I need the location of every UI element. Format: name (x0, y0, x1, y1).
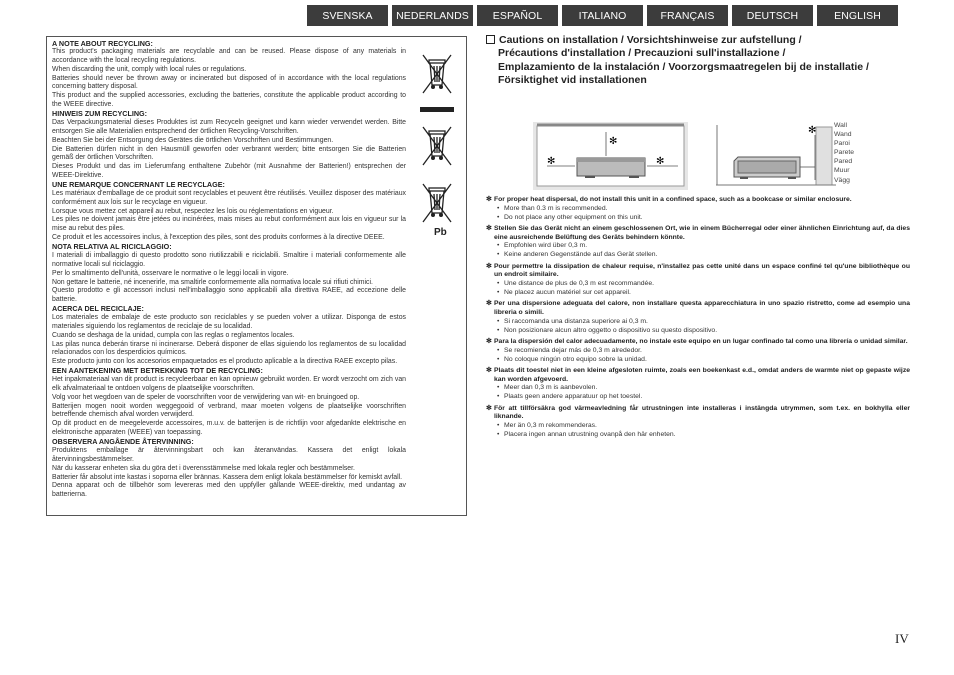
recycling-paragraph: Questo prodotto e gli accessori inclusi nell'imballaggio sono applicabili alla direttiva RAEE, ad eccezione delle batterie. (52, 287, 406, 304)
caution-note (486, 196, 910, 222)
caution-bullet: • Placera ingen annan utrustning ovanpå den här enheten. (486, 431, 910, 440)
recycling-heading: NOTA RELATIVA AL RICICLAGGIO: (52, 242, 172, 252)
caution-note-text: Stellen Sie das Gerät nicht an einem geschlossenen Ort, wie in einem Bücherregal oder einer ähnlichen Einrichtung auf, da dies eine ausreichende Belüftung des Geräts behindern könnte. (494, 224, 910, 241)
recycling-paragraph: Les matériaux d'emballage de ce produit sont recyclables et peuvent être réutilisés. Veuillez disposer des matériaux conformément aux lois sur le recyclage en vigueur. (52, 190, 406, 206)
asterisk-icon: ✻ (486, 404, 492, 412)
recycling-paragraph: Produktens emballage är återvinningsbart och kan återanvändas. Kassera det enligt lokala återvinningsbestämmelser. (52, 447, 406, 463)
asterisk-icon: ✻ (486, 196, 492, 203)
caution-bullet: • Empfohlen wird über 0,3 m. (486, 242, 910, 251)
asterisk-icon: ✻ (486, 262, 492, 270)
recycling-notice-box (46, 36, 467, 516)
recycling-paragraph: Per lo smaltimento dell'unità, osservare le normative o le leggi locali in vigore. (52, 269, 289, 277)
recycling-paragraph: Batterijen mogen nooit worden weggegooid of verbrand, maar moeten volgens de plaatselijke voorschriften betreffende chemisch afval worden verwijderd. (52, 402, 406, 419)
caution-note-heading (486, 263, 910, 281)
wall-clearance-diagram (716, 125, 836, 187)
recycling-paragraph: Op dit product en de meegeleverde accessoires, m.u.v. de batterijen is de richtlijn voor afgedankte elektrische en elektronische apparaten (WEEE) van toepassing. (52, 420, 406, 437)
caution-note-heading (486, 367, 910, 385)
weee-symbols (420, 51, 456, 238)
clearance-star-top: ✻ (609, 136, 618, 147)
clearance-star-left: ✻ (547, 156, 556, 167)
tab-nederlands[interactable]: NEDERLANDS (392, 5, 473, 26)
caution-bullet: • Do not place any other equipment on this unit. (486, 214, 910, 223)
caution-note-heading (486, 300, 910, 318)
clearance-star-right: ✻ (656, 156, 665, 167)
caution-note-heading (486, 196, 910, 205)
wall-label: Wand (834, 131, 852, 139)
tab-espanol[interactable]: ESPAÑOL (477, 5, 558, 26)
tab-italiano[interactable]: ITALIANO (562, 5, 643, 26)
recycling-paragraph: Die Batterien dürfen nicht in den Hausmüll geworfen oder verbrannt werden; bitte entsorgen Sie die Batterien gemäß der örtlichen Vorschriften. (52, 145, 406, 162)
crossed-bin-icon (420, 182, 454, 226)
asterisk-icon: ✻ (486, 224, 492, 232)
recycling-heading: ACERCA DEL RECICLAJE: (52, 304, 144, 314)
language-tabs (307, 5, 898, 26)
wall-label: Vägg (834, 176, 850, 184)
caution-bullet: • More than 0.3 m is recommended. (486, 205, 910, 214)
recycling-paragraph: Beachten Sie bei der Entsorgung des Gerätes die örtlichen Vorschriften und Bestimmungen. (52, 136, 334, 144)
caution-bullet: • Si raccomanda una distanza superiore ai 0,3 m. (486, 318, 910, 327)
recycling-paragraph: Ce produit et les accessoires inclus, à l'exception des piles, sont des produits conformes à la directive DEEE. (52, 234, 385, 242)
caution-bullet: • Une distance de plus de 0,3 m est recommandée. (486, 280, 910, 289)
crossed-bin-icon (420, 125, 454, 169)
caution-bullet: • Meer dan 0,3 m is aanbevolen. (486, 384, 910, 393)
recycling-heading: EEN AANTEKENING MET BETREKKING TOT DE RECYCLING: (52, 366, 263, 376)
caution-note (486, 263, 910, 298)
caution-note-text: Plaats dit toestel niet in een kleine afgesloten ruimte, zoals een boekenkast e.d., omdat anders de warmte niet op gepaste wijze kan worden afgevoerd. (494, 366, 910, 383)
recycling-heading: A NOTE ABOUT RECYCLING: (52, 38, 153, 48)
page-number: IV (895, 631, 909, 646)
wall-label: Pared (834, 158, 853, 166)
tab-english[interactable]: ENGLISH (817, 5, 898, 26)
recycling-paragraph: Batterier får absolut inte kastas i soporna eller brännas. Kassera dem enligt lokala bestämmelser för kemiskt avfall. (52, 473, 403, 481)
caution-note (486, 300, 910, 335)
caution-note (486, 225, 910, 260)
recycling-paragraph: Lorsque vous mettez cet appareil au rebut, respectez les lois ou réglementations en vigueur. (52, 207, 334, 215)
recycling-paragraph: I materiali di imballaggio di questo prodotto sono riutilizzabili e riciclabili. Smaltire i materiali conformemente alle normative locali sul riciclaggio. (52, 252, 406, 268)
asterisk-icon: ✻ (486, 300, 492, 308)
black-bar (420, 107, 454, 112)
tab-francais[interactable]: FRANÇAIS (647, 5, 728, 26)
caution-note (486, 338, 910, 364)
recycling-heading: OBSERVERA ANGÅENDE ÅTERVINNING: (52, 437, 194, 447)
recycling-paragraph: Het inpakmateriaal van dit product is recycleerbaar en kan opnieuw gebruikt worden. Er wordt verzocht om zich van elk afvalmateriaal te ontdoen volgens de plaatselijke voorschriften. (52, 376, 406, 393)
caution-bullet: • No coloque ningún otro equipo sobre la unidad. (486, 356, 910, 365)
cautions-title: Cautions on installation / Vorsichtshinweise zur aufstellung / Précautions d'installation / Precauzioni sull'installazione / Emplazamiento de la instalación / Voorzorgsmaatregelen bij de installatie / Försiktighet vid installationen (486, 34, 916, 87)
recycling-paragraph: Volg voor het wegdoen van de speler de voorschriften voor de verwijdering van wit- en bruingoed op. (52, 393, 360, 401)
caution-notes (486, 196, 910, 442)
recycling-paragraph: Dieses Produkt und das im Lieferumfang enthaltene Zubehör (mit Ausnahme der Batterien!) entsprechen der WEEE-Direktive. (52, 163, 406, 179)
asterisk-icon: ✻ (486, 366, 492, 374)
recycling-paragraph: Les piles ne doivent jamais être jetées ou incinérées, mais mises au rebut conformément aux lois en vigueur sur la mise au rebut des piles. (52, 216, 406, 233)
asterisk-icon: ✻ (486, 337, 492, 345)
caution-note (486, 367, 910, 402)
caution-note-text: For proper heat dispersal, do not install this unit in a confined space, such as a bookcase or similar enclosure. (494, 196, 852, 203)
caution-bullet: • Plaats geen andere apparatuur op het toestel. (486, 393, 910, 402)
caution-note-heading (486, 225, 910, 243)
recycling-paragraph: Non gettare le batterie, né incenerirle, ma smaltirle conformemente alla normativa locale sui rifiuti chimici. (52, 278, 373, 286)
recycling-paragraph: Los materiales de embalaje de este producto son reciclables y se pueden volver a utilizar. Disponga de estos materiales siguiendo los reglamentos de reciclaje de su localidad. (52, 314, 406, 330)
recycling-paragraph: When discarding the unit, comply with local rules or regulations. (52, 65, 247, 73)
caution-note-text: Para la dispersión del calor adecuadamente, no instale este equipo en un lugar confinado tal como una librería o unidad similar. (494, 337, 908, 345)
recycling-paragraph: Das Verpackungsmaterial dieses Produktes ist zum Recyceln geeignet und kann wieder verwendet werden. Bitte entsorgen Sie alle Materialien entsprechend der örtlichen Recycling-Vorschriften. (52, 119, 406, 135)
caution-note-heading (486, 405, 910, 423)
pb-label: Pb (434, 227, 447, 238)
recycling-paragraph: Denna apparat och de tillbehör som levereras med den uppfyller gällande WEEE-direktiv, med undantag av batterierna. (52, 482, 406, 499)
caution-note-text: Per una dispersione adeguata del calore, non installare questa apparecchiatura in uno spazio ristretto, come ad esempio una libreria o simili. (494, 300, 910, 317)
clearance-star-wall: ✻ (808, 125, 817, 136)
shelf-clearance-diagram (533, 122, 688, 190)
tab-deutsch[interactable]: DEUTSCH (732, 5, 813, 26)
recycling-paragraph: Este producto junto con los accesorios empaquetados es el producto aplicable a la directiva RAEE excepto pilas. (52, 358, 398, 366)
caution-bullet: • Keine anderen Gegenstände auf das Gerät stellen. (486, 251, 910, 260)
recycling-paragraph: När du kasserar enheten ska du göra det i överensstämmelse med lokala regler och bestämmelser. (52, 464, 355, 472)
recycling-paragraph: Batteries should never be thrown away or incinerated but disposed of in accordance with the local regulations concerning battery disposal. (52, 74, 406, 91)
caution-note (486, 405, 910, 440)
caution-bullet: • Non posizionare alcun altro oggetto o dispositivo su questo dispositivo. (486, 327, 910, 336)
recycling-paragraph: Cuando se deshaga de la unidad, cumpla con las reglas o reglamentos locales. (52, 331, 295, 339)
caution-note-heading (486, 338, 910, 347)
caution-bullet: • Ne placez aucun matériel sur cet appareil. (486, 289, 910, 298)
caution-bullet: • Mer än 0,3 m rekommenderas. (486, 422, 910, 431)
wall-label: Parete (834, 149, 855, 157)
wall-label: Muur (834, 167, 850, 175)
wall-labels (834, 121, 854, 185)
caution-bullet: • Se recomienda dejar más de 0,3 m alrededor. (486, 347, 910, 356)
recycling-paragraph: Las pilas nunca deberán tirarse ni incinerarse. Deberá disponer de ellas siguiendo los reglamentos de su localidad relacionados con los desperdicios químicos. (52, 340, 406, 357)
recycling-heading: HINWEIS ZUM RECYCLING: (52, 109, 148, 119)
caution-note-text: Pour permettre la dissipation de chaleur requise, n'installez pas cette unité dans un espace confiné tel qu'une bibliothèque ou un endroit similaire. (494, 262, 910, 279)
recycling-paragraph: This product and the supplied accessories, excluding the batteries, constitute the applicable product according to the WEEE directive. (52, 92, 406, 109)
wall-label: Wall (834, 122, 847, 129)
caution-note-text: För att tillförsäkra god värmeavledning får utrustningen inte installeras i instängda utrymmen, som t.ex. en bokhylla eller liknande. (494, 404, 910, 421)
recycling-paragraph: This product's packaging materials are recyclable and can be reused. Please dispose of any materials in accordance with the local recycling regulations. (52, 48, 406, 65)
wall-label: Paroi (834, 140, 850, 148)
recycling-heading: UNE REMARQUE CONCERNANT LE RECYCLAGE: (52, 180, 225, 190)
recycling-text (52, 40, 406, 500)
checkbox-square-icon (486, 35, 495, 44)
crossed-bin-icon (420, 51, 454, 101)
tab-svenska[interactable]: SVENSKA (307, 5, 388, 26)
